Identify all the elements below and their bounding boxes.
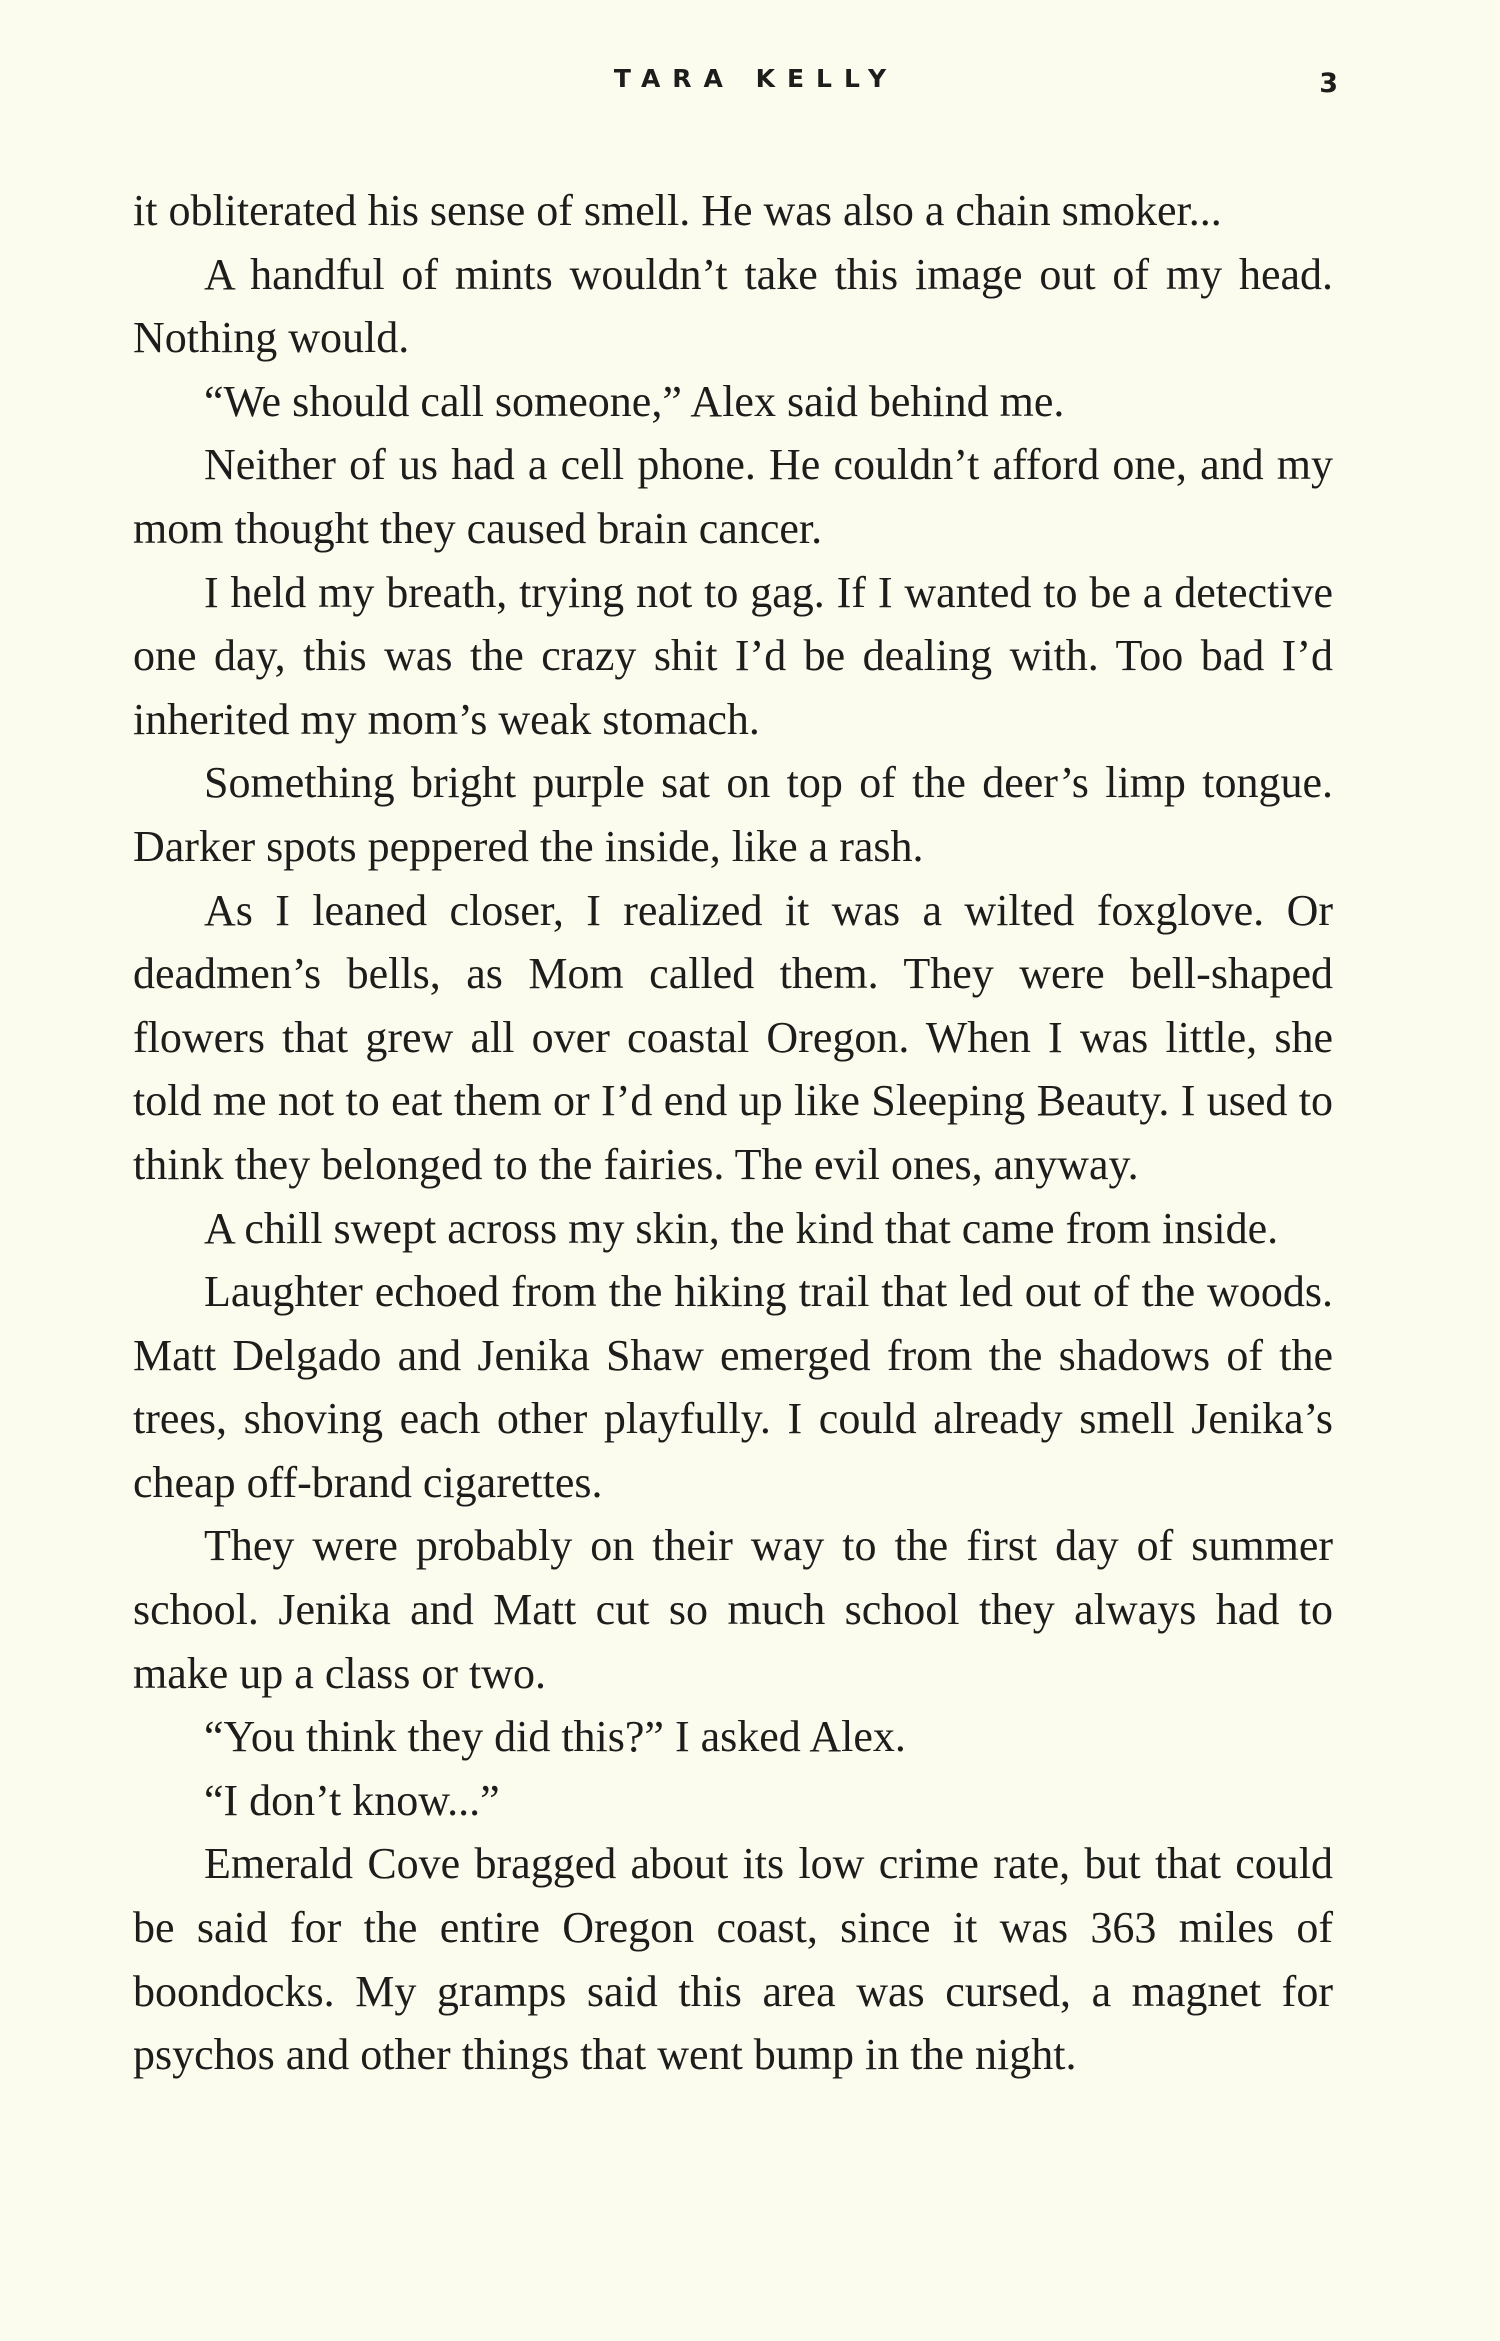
paragraph: “I don’t know...” [204, 1775, 500, 1825]
paragraph: “We should call someone,” Alex said behind me. [204, 376, 1065, 426]
paragraph: Laughter echoed from the hiking trail that led out of the woods. Matt Delgado and Jenika Shaw emerged from the shadows of the trees, shoving each other playfully. I could already smell Jenika’s cheap off-brand cigarettes. [133, 1267, 1333, 1507]
paragraph: I held my breath, trying not to gag. If I wanted to be a detective one day, this was the crazy shit I’d be dealing with. Too bad I’d inherited my mom’s weak stomach. [133, 567, 1333, 744]
paragraph: As I leaned closer, I realized it was a wilted foxglove. Or deadmen’s bells, as Mom called them. They were bell-shaped flowers that grew all over coastal Oregon. When I was little, she told me not to eat them or I’d end up like Sleeping Beauty. I used to think they belonged to the fairies. The evil ones, anyway. [133, 885, 1333, 1189]
paragraph: “You think they did this?” I asked Alex. [204, 1712, 906, 1762]
running-head-author: TARA KELLY [613, 64, 899, 93]
paragraph: Neither of us had a cell phone. He couldn’t afford one, and my mom thought they caused brain cancer. [133, 440, 1333, 553]
paragraph: They were probably on their way to the first day of summer school. Jenika and Matt cut so much school they always had to make up a class or two. [133, 1521, 1333, 1698]
paragraph: A handful of mints wouldn’t take this image out of my head. Nothing would. [133, 249, 1333, 363]
page-number: 3 [1319, 68, 1338, 99]
paragraph: it obliterated his sense of smell. He was also a chain smoker... [133, 186, 1222, 235]
paragraph: Emerald Cove bragged about its low crime rate, but that could be said for the entire Oregon coast, since it was 363 miles of boondocks. My gramps said this area was cursed, a magnet for psychos and other things that went bump in the night. [133, 1839, 1333, 2080]
page-header [0, 64, 1500, 114]
body-text [133, 179, 1333, 2087]
paragraph: Something bright purple sat on top of the deer’s limp tongue. Darker spots peppered the inside, like a rash. [133, 758, 1333, 871]
paragraph: A chill swept across my skin, the kind that came from inside. [204, 1203, 1279, 1253]
